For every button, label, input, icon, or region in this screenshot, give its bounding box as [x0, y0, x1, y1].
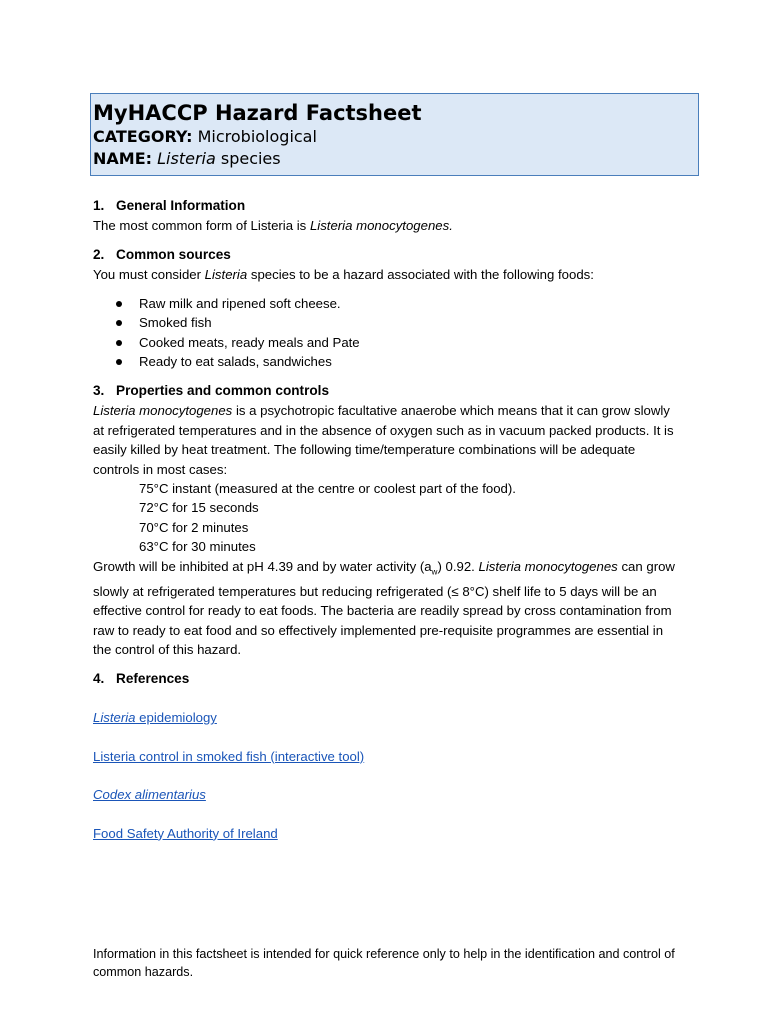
general-text: The most common form of Listeria is Listeria monocytogenes. [93, 218, 453, 233]
footer-disclaimer: Information in this factsheet is intended for quick reference only to help in the identification and control of common hazards. [93, 947, 675, 979]
sources-list [93, 294, 683, 372]
temperature-item: 75°C instant (measured at the centre or coolest part of the food). [139, 481, 516, 497]
factsheet-body [93, 196, 683, 843]
category-line [93, 126, 698, 148]
name-label: NAME: [93, 149, 153, 168]
sources-intro: You must consider Listeria species to be a hazard associated with the following foods: [93, 267, 594, 283]
properties-paragraph-2: Growth will be inhibited at pH 4.39 and by water activity $(a_w)$ 0.92. Listeria monocytogenes can grow slowly at refrigerated temperatures but reducing refrigerated (≤ 8°C) shelf life to 5 days will be an effective control for ready to eat foods. The bacteria are readily spread by cross contamination from raw to ready to eat food and so effectively implemented pre-requisite programmes are essential in the control of this hazard. [93, 558, 675, 657]
section-heading-general: 1. General Information [93, 198, 246, 213]
link-codex-alimentarius[interactable]: Codex alimentarius [93, 787, 206, 803]
list-item: Raw milk and ripened soft cheese. [93, 294, 683, 313]
list-item: Ready to eat salads, sandwiches [93, 352, 683, 371]
name-italic: Listeria [157, 149, 216, 168]
category-label: CATEGORY: [93, 127, 193, 146]
link-listeria-epidemiology[interactable]: Listeria epidemiology [93, 710, 217, 726]
link-smoked-fish-tool[interactable]: Listeria control in smoked fish (interactive tool) [93, 748, 365, 764]
page-title: MyHACCP Hazard Factsheet [93, 101, 422, 125]
list-item: Smoked fish [93, 313, 683, 332]
factsheet-header [90, 93, 699, 176]
name-rest: species [215, 149, 281, 168]
temperature-item: 63°C for 30 minutes [139, 539, 256, 555]
name-line [93, 148, 698, 170]
section-heading-sources: 2. Common sources [93, 247, 231, 263]
link-fsai[interactable]: Food Safety Authority of Ireland [93, 825, 278, 841]
section-heading-properties: 3. Properties and common controls [93, 383, 330, 399]
temperature-list [93, 479, 683, 557]
temperature-item: 70°C for 2 minutes [139, 519, 249, 535]
category-value: Microbiological [197, 127, 317, 146]
temperature-item: 72°C for 15 seconds [139, 500, 259, 516]
section-heading-references: 4. References [93, 671, 190, 687]
list-item: Cooked meats, ready meals and Pate [93, 333, 683, 352]
properties-paragraph-1: Listeria monocytogenes is a psychotropic facultative anaerobe which means that it can grow slowly at refrigerated temperatures and in the absence of oxygen such as in vacuum packed products. It is easily killed by heat treatment. The following time/temperature combinations will be adequate controls in most cases: [93, 403, 674, 477]
